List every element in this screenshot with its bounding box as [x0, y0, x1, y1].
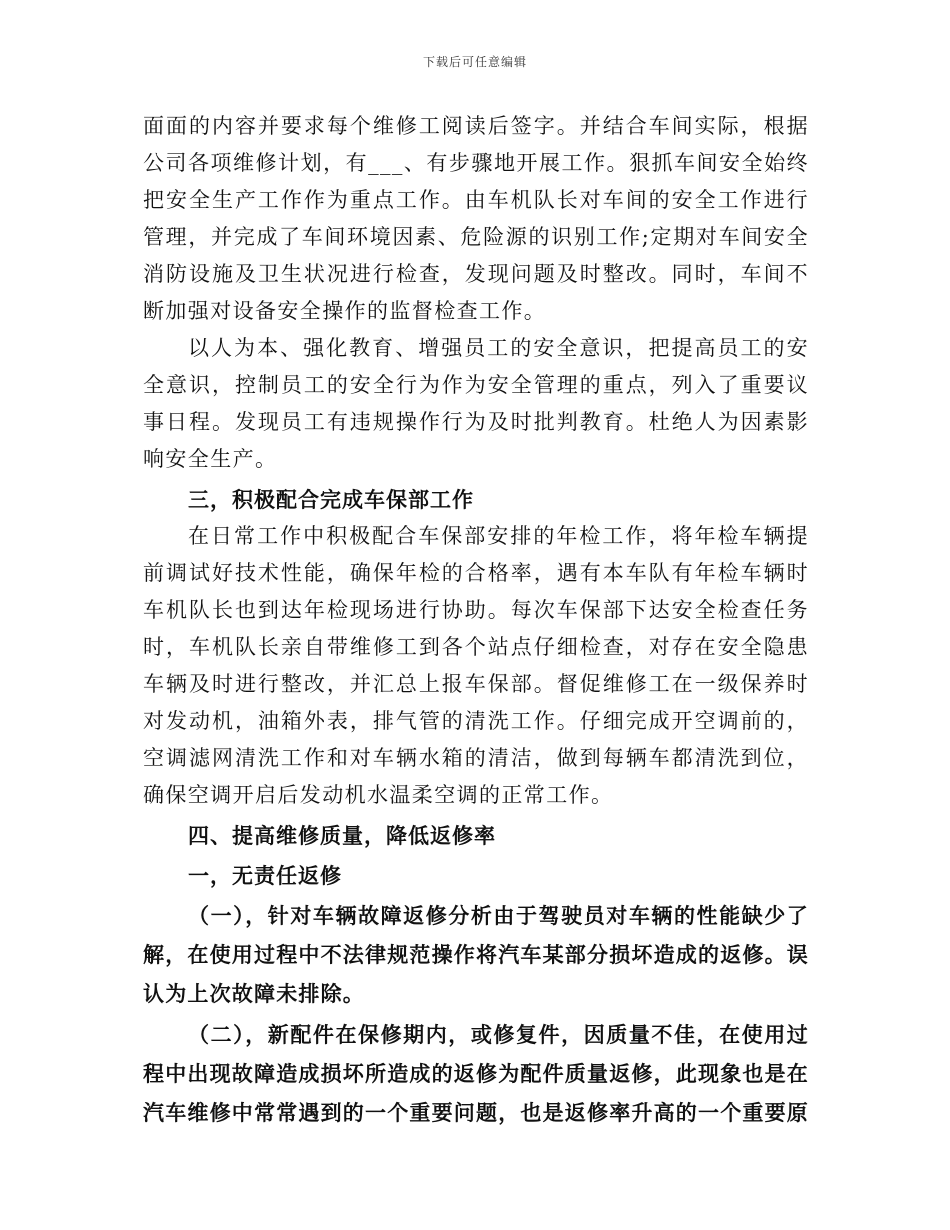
bold-paragraph: （一），针对车辆故障返修分析由于驾驶员对车辆的性能缺少了解，在使用过程中不法律规范操作将汽车某部分损坏造成的返修。误认为上次故障未排除。 [143, 903, 809, 1006]
section-heading: 三，积极配合完成车保部工作 [188, 487, 474, 512]
paragraph: 以人为本、强化教育、增强员工的安全意识，把提高员工的安全意识，控制员工的安全行为作为安全管理的重点，列入了重要议事日程。发现员工有违规操作行为及时批判教育。杜绝人为因素影响安全生产。 [143, 336, 809, 471]
subsection-heading: 一，无责任返修 [188, 863, 342, 888]
section-heading: 四、提高维修质量，降低返修率 [188, 823, 496, 848]
page-header: 下载后可任意编辑 [422, 55, 527, 69]
paragraph: 在日常工作中积极配合车保部安排的年检工作，将年检车辆提前调试好技术性能，确保年检的合格率，遇有本车队有年检车辆时车机队长也到达年检现场进行协助。每次车保部下达安全检查任务时，车机队长亲自带维修工到各个站点仔细检查，对存在安全隐患车辆及时进行整改，并汇总上报车保部。督促维修工在一级保养时对发动机，油箱外表，排气管的清洗工作。仔细完成开空调前的，空调滤网清洗工作和对车辆水箱的清洁，做到每辆车都清洗到位，确保空调开启后发动机水温柔空调的正常工作。 [143, 524, 809, 807]
bold-paragraph: （二），新配件在保修期内，或修复件，因质量不佳，在使用过程中出现故障造成损坏所造成的返修为配件质量返修，此现象也是在汽车维修中常常遇到的一个重要问题，也是返修率升高的一个重要原 [143, 1022, 809, 1125]
document-body [143, 108, 809, 1132]
paragraph: 面面的内容并要求每个维修工阅读后签字。并结合车间实际，根据公司各项维修计划，有___、有步骤地开展工作。狠抓车间安全始终把安全生产工作作为重点工作。由车机队长对车间的安全工作进行管理，并完成了车间环境因素、危险源的识别工作;定期对车间安全消防设施及卫生状况进行检查，发现问题及时整改。同时，车间不断加强对设备安全操作的监督检查工作。 [143, 114, 809, 323]
